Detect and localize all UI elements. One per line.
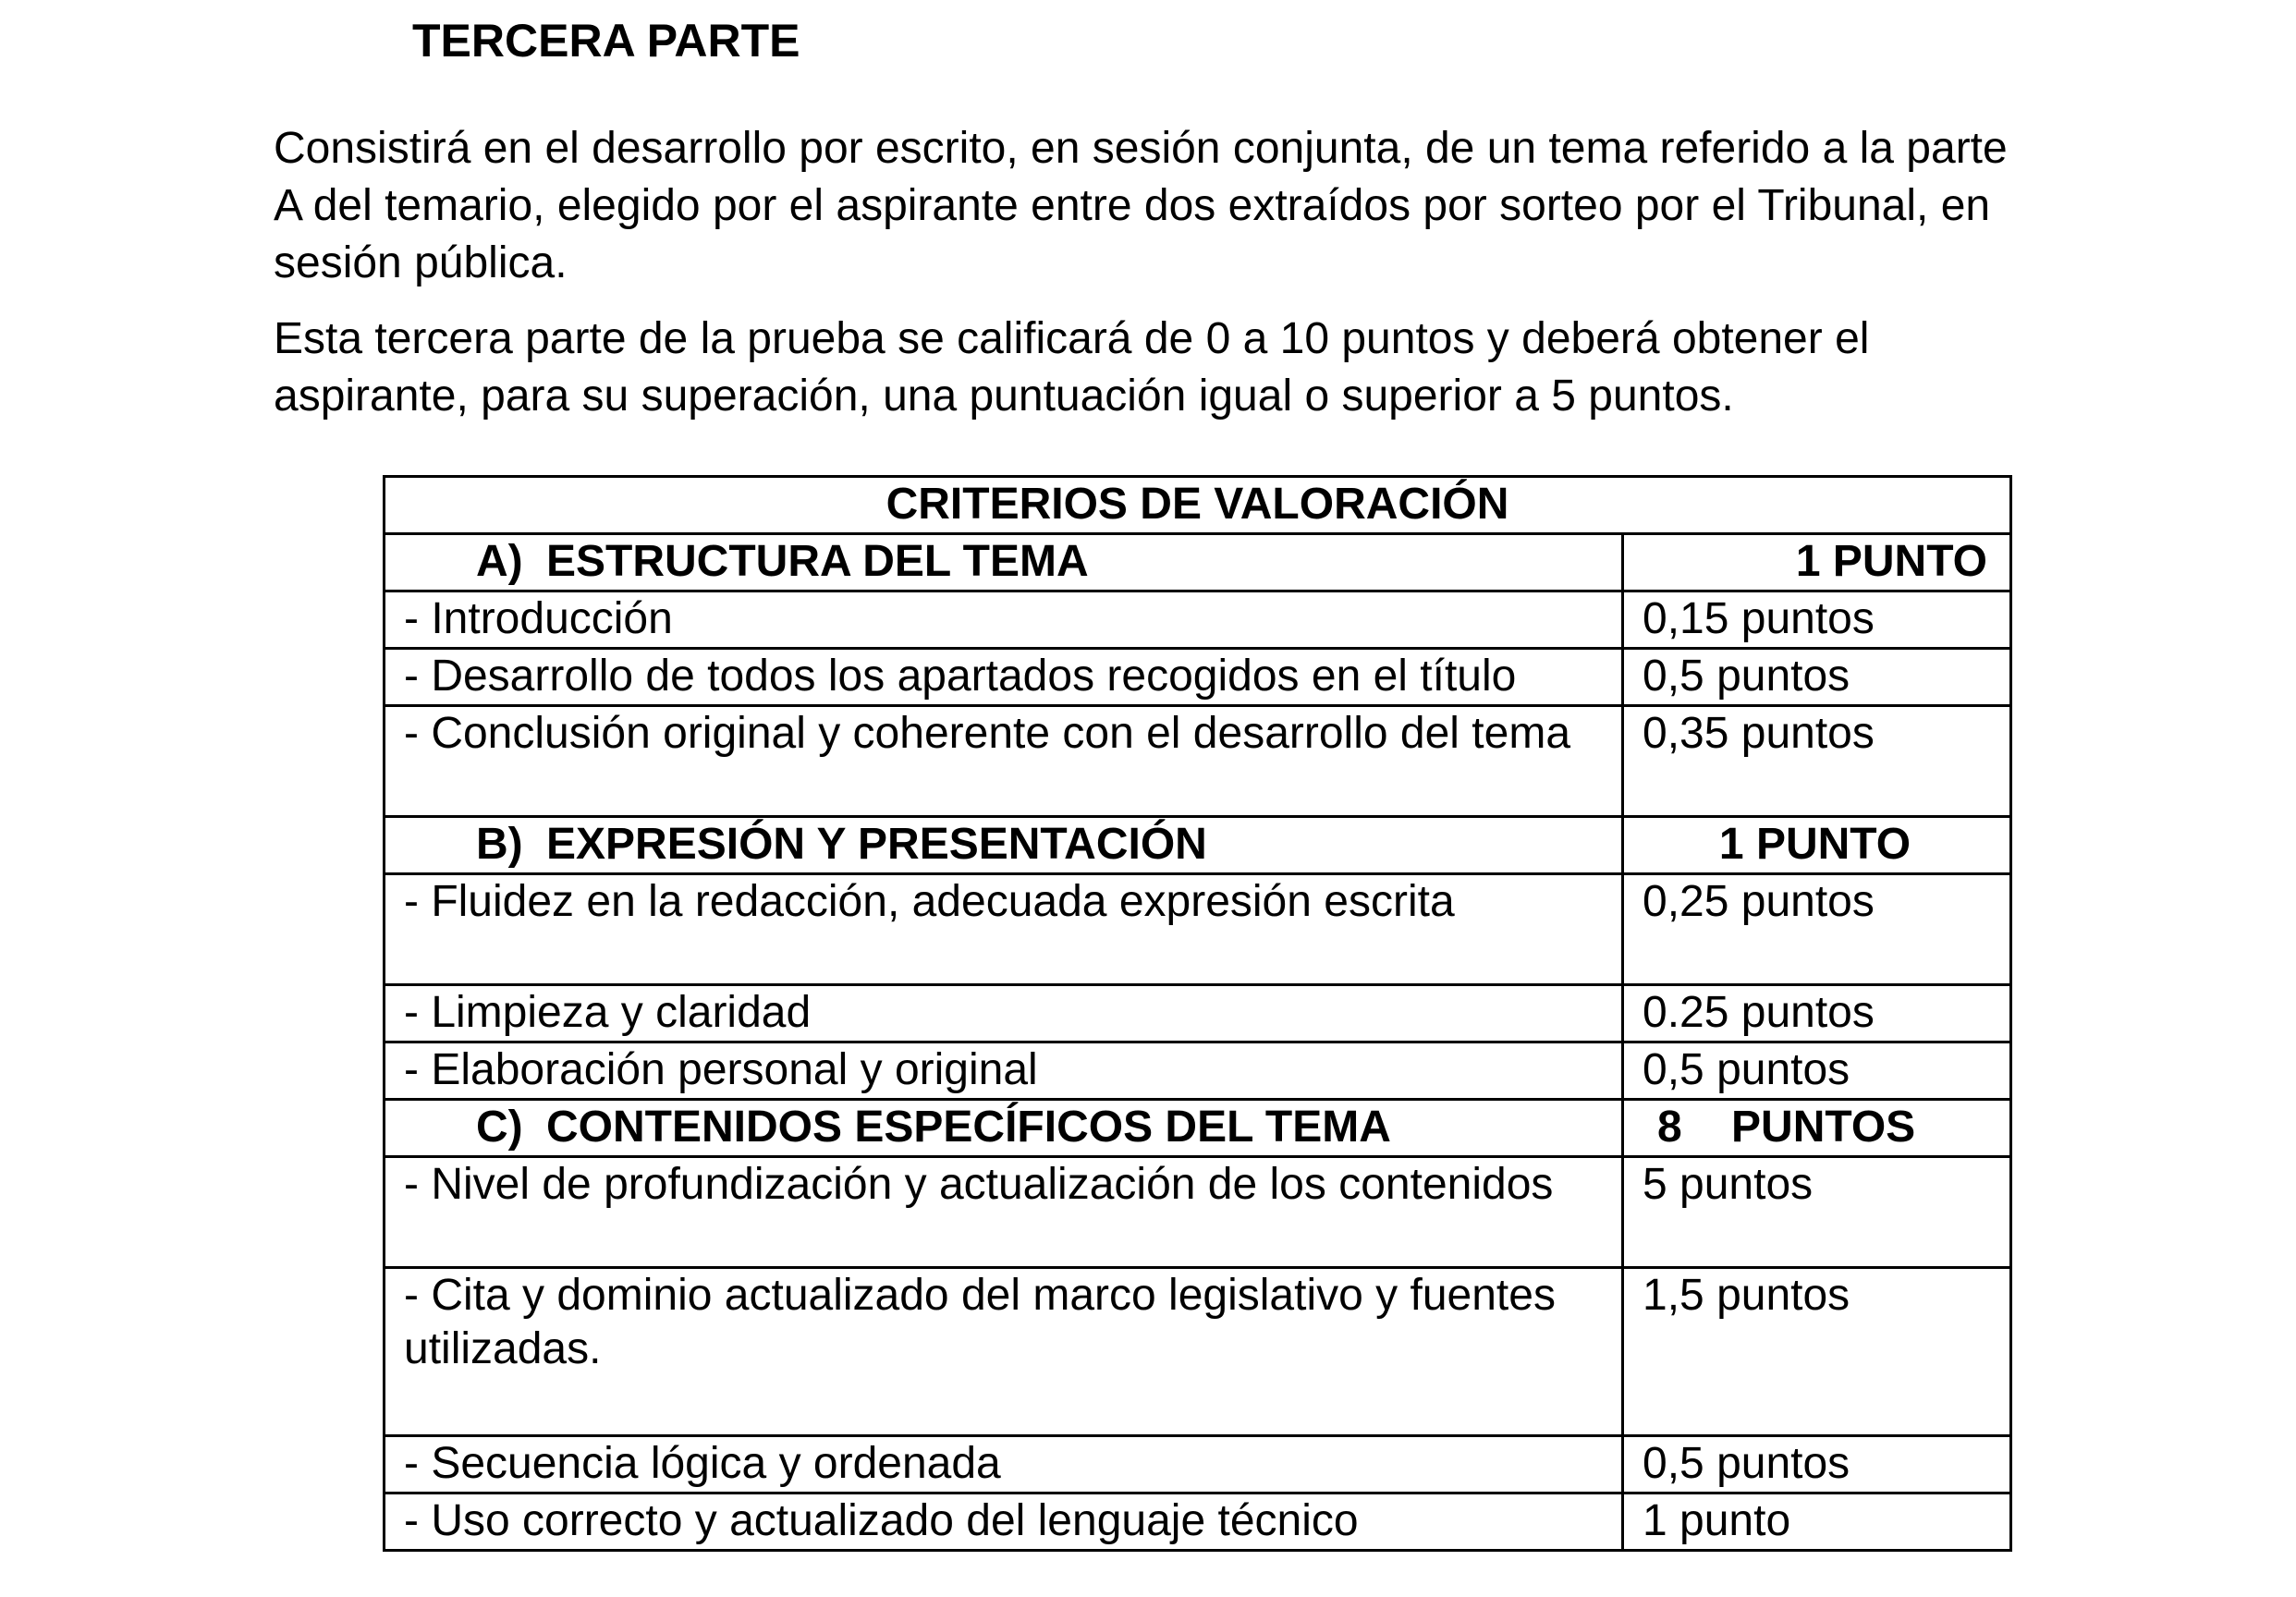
score-cell: 0,5 puntos (1623, 1042, 2011, 1100)
table-row (385, 1268, 2011, 1436)
section-name: CONTENIDOS ESPECÍFICOS DEL TEMA (546, 1103, 1391, 1152)
section-name: EXPRESIÓN Y PRESENTACIÓN (546, 820, 1207, 869)
criterion-cell: - Cita y dominio actualizado del marco legislativo y fuentes utilizadas. (385, 1268, 1623, 1436)
criterion-cell: - Conclusión original y coherente con el desarrollo del tema (385, 706, 1623, 817)
section-points: 8 PUNTOS (1623, 1100, 2011, 1157)
score-cell: 0,5 puntos (1623, 1436, 2011, 1493)
score-cell: 0,5 puntos (1623, 649, 2011, 706)
section-letter: C) (476, 1103, 523, 1152)
criterion-cell: - Fluidez en la redacción, adecuada expresión escrita (385, 874, 1623, 985)
section-letter: B) (476, 820, 523, 869)
table-row (385, 874, 2011, 985)
table-title: CRITERIOS DE VALORACIÓN (385, 477, 2011, 534)
table-row (385, 985, 2011, 1042)
criterion-cell: - Uso correcto y actualizado del lenguaje técnico (385, 1493, 1623, 1551)
criteria-table (383, 475, 2012, 1552)
section-points: 1 PUNTO (1623, 817, 2011, 874)
section-label (385, 534, 1623, 591)
section-points: 1 PUNTO (1623, 534, 2011, 591)
table-row (385, 1493, 2011, 1551)
description-paragraph: Consistirá en el desarrollo por escrito, en sesión conjunta, de un tema referido a la parte A del temario, elegido por el aspirante entre dos extraídos por sorteo por el Tribunal, en sesión pública. (274, 124, 2008, 287)
score-cell: 0,25 puntos (1623, 874, 2011, 985)
section-row (385, 817, 2011, 874)
score-cell: 0.25 puntos (1623, 985, 2011, 1042)
section-row (385, 534, 2011, 591)
table-row (385, 1042, 2011, 1100)
table-row (385, 706, 2011, 817)
criterion-cell: - Secuencia lógica y ordenada (385, 1436, 1623, 1493)
criterion-cell: - Limpieza y claridad (385, 985, 1623, 1042)
section-name: ESTRUCTURA DEL TEMA (546, 537, 1089, 586)
table-title-row (385, 477, 2011, 534)
score-cell: 1,5 puntos (1623, 1268, 2011, 1436)
grading-paragraph: Esta tercera parte de la prueba se calificará de 0 a 10 puntos y deberá obtener el aspirante, para su superación, una puntuación igual o superior a 5 puntos. (274, 314, 1870, 421)
criterion-cell: - Elaboración personal y original (385, 1042, 1623, 1100)
table-row (385, 649, 2011, 706)
score-cell: 5 puntos (1623, 1157, 2011, 1268)
score-cell: 0,35 puntos (1623, 706, 2011, 817)
criterion-cell: - Introducción (385, 591, 1623, 649)
score-cell: 1 punto (1623, 1493, 2011, 1551)
section-letter: A) (476, 537, 523, 586)
table-row (385, 1157, 2011, 1268)
criterion-cell: - Nivel de profundización y actualización de los contenidos (385, 1157, 1623, 1268)
section-label (385, 1100, 1623, 1157)
table-row (385, 591, 2011, 649)
table-row (385, 1436, 2011, 1493)
section-label (385, 817, 1623, 874)
criterion-cell: - Desarrollo de todos los apartados recogidos en el título (385, 649, 1623, 706)
score-cell: 0,15 puntos (1623, 591, 2011, 649)
section-heading: TERCERA PARTE (412, 15, 800, 67)
section-row (385, 1100, 2011, 1157)
